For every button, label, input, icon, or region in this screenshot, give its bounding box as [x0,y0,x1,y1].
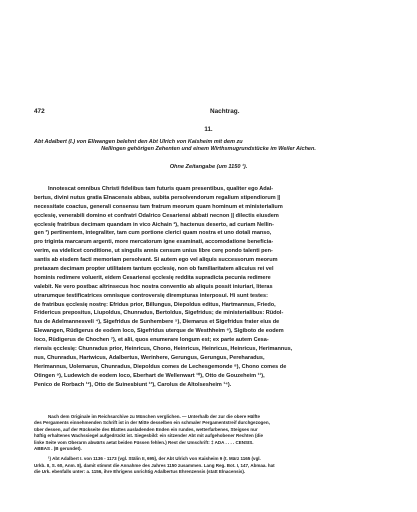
text-line: riensis ęcclesię: Chunradus prior, Heinricus, Chono, Heinricus, Heinricus, Heinricus, Herimannus, [34,346,293,353]
text-line: hominis redimere voluerit, eidem Cesariensi ęcclesię reddita supradicta pecunia redimere [34,274,271,281]
text-line: nus, Chunradus, Hartwicus, Adalbertus, Werinhere, Gerungus, Gerungus, Pereharadus, [34,354,265,361]
text-line: pretaxam decimam propter utilitatem tantum ęcclesię, non ob familiaritatem alicuius rei vel [34,266,274,273]
footnote-line: ¹) Abt Adalbert I. von 1136 - 1173 (vgl. Stälin II, 695), der Abt Ulrich von Kaisheim 9 (t. März 1165 (vgl. [48,456,261,462]
charter-text [34,185,383,389]
text-line: bertus, divini nutus gratia Elnacensis abbas, subita persolvendorum regalium stipendiorum || [34,194,281,201]
footnote-line: Urkb. II, S. 60, Anm. 8), damit stimmt die Annahme des Jahres 1150 zusammen. Lang Reg. Bot. I, 147, Abmaa. hat [34,462,275,468]
footnote-line: die Urk. ebenfalls unter: a. 1156, ihre Ehrigens unrichtig Adalbertus Ehrenzensis (statt Elnacensis). [34,469,246,475]
apparatus [34,414,383,476]
section-title: Nachtrag. [210,108,240,115]
text-line: ęcclesię, venerabili domino et confratri Odalrico Cesariensi abbati necnon || dilectis eiusdem [34,212,279,219]
source-note-line: häftig erhaltenes Wachssiegel aufgedrückt ist. Siegesbild: ein sitzender Abt mit aufgehobener Rechten (die [34,433,263,439]
regest-heading [34,139,383,153]
text-line: necessitate coactus, generali consensu tam fratrum meorum quam hominum et ministerialium [34,203,283,210]
source-note-line: des Pergaments einnehmenden Schrift ist in der Mitte desselben ein schmaler Pergamentstreif durchgezogen, [34,420,270,426]
text-line: Innotescat omnibus Christi fidelibus tam futuris quam presentibus, qualiter ego Adal- [48,186,274,192]
text-line: verim, ea videlicet conditione, ut singulis annis censum unius libre cerę pondo talenti pen- [34,248,273,255]
text-line: Otingen ⁹), Ludewich de eodem loco, Eberhart de Wellenwart ¹⁰), Otto de Gouzeheim ¹¹), [34,372,265,379]
text-line: pro triginta marcarum argenti, more mercatorum igne examinati, accomodatione beneficia- [34,239,274,246]
text-line: loco, Rüdigerus de Chochen ⁷), et alii, quos enumerare longum est; ex parte autem Cesa- [34,337,269,344]
text-line: utrarumque testificatrices omnisque controversię dirempturas interposui. Hi sunt testes: [34,292,268,299]
text-line: ęcclesię fratribus decimam quandam in vico Aichain ²), hactenus deserto, ad curiam Nellin- [34,221,274,228]
text-line: Elewangen, Rüdigerus de eodem loco, Sigefridus uterque de Westhheim ⁶), Sigiboto de eodem [34,328,284,335]
regest-line: Abt Adalbert (I.) von Ellwangen belehnt den Abt Ulrich von Kaisheim mit dem zu [34,139,243,145]
text-line: Fridericus prepositus, Liupoldus, Chunradus, Bertoldus, Sigefridus; de ministerialibus: Rüdol- [34,310,284,317]
page-number: 472 [34,108,45,115]
source-note-line: über dessen, auf der Rückseite des Blattes ausladenden Enden ein rundes, wetterfarbenes, Steigses nur [34,426,258,432]
text-line: Herimannus, Uolemarus, Chunradus, Diepoldus comes de Lechesgemonde ⁸), Chono comes de [34,363,287,370]
text-line: Penico de Rorbach ¹²), Otto de Suinesbiunt ¹³), Carolus de Altolsesheim ¹⁴). [34,381,232,388]
text-line: fus de Adelmannesveli ⁴), Sigefridus de Sunhembere ⁵), Diemarus et Sigefridus frater eius de [34,319,280,326]
source-note-line: Nach dem Originale im Reichsarchive zu München verglichen. — Unterhalb der zur die obere Hälfte [48,414,261,419]
text-line: gen ³) pertinentem, integraliter, tam cum portione clerici quam nostra et uno dotali manso, [34,230,272,237]
text-line: valebit. Ne vero postbac altrinsecus hoc nostra conventio ab aliquis possit iniuriari, literas [34,283,273,290]
text-line: santis ab eisdem facti memoriam persolvant. Si autem ego vel aliquis successorum meorum [34,257,278,264]
regest-line: Nellingen gehörigen Zehenten und einem Wirthsmugrundstücke im Weiler Aichen. [101,146,316,152]
dating-line: Ohne Zeitangabe (um 1150 ¹). [169,164,248,170]
source-note-line: ABBAS . (B gerundet). [34,445,82,451]
text-line: de fratribus ęcclesię nostrę: Efridus prior, Billungus, Diepoldus editus, Hartmannus, Friedo, [34,301,276,308]
document-number: 11. [204,126,213,133]
running-head [34,108,383,118]
source-note-line: linke Seite vom Oberarm abwärts aetat beiden Füssen fehlen.) Rest der Umschrift: ‡ ADA . . . . CENSIS. [34,439,254,445]
